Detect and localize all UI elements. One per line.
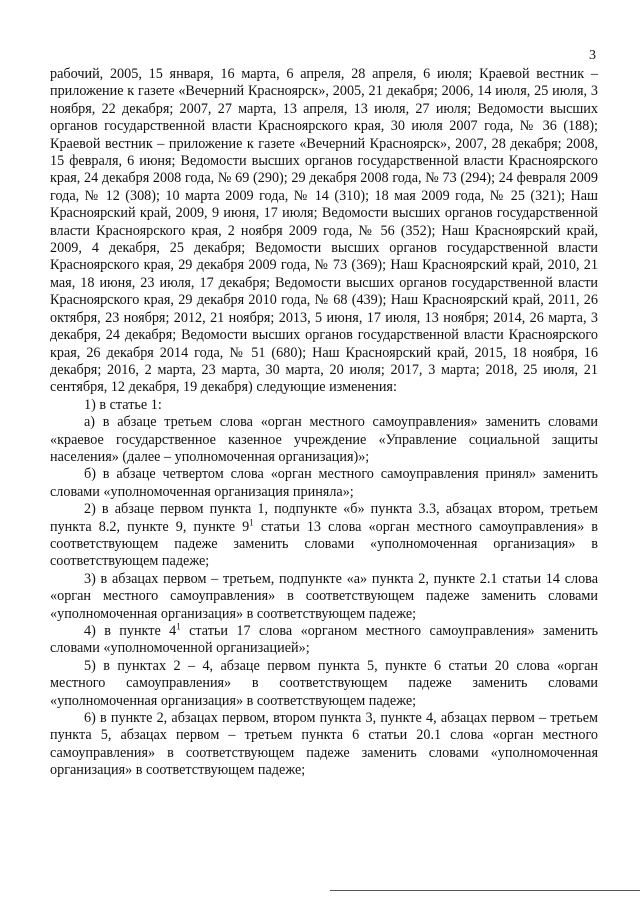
paragraph-item-1: 1) в статье 1: (84, 396, 162, 413)
paragraph-item-5: 5) в пунктах 2 – 4, абзаце первом пункта 5, пункте 6 статьи 20 слова «орган местного самоуправления» в соответствующем падеже заменить словами «уполномоченная организация» в соответствующем падеже; (50, 657, 598, 709)
paragraph-item-4 (50, 623, 598, 658)
paragraph-item-1a: а) в абзаце третьем слова «орган местного самоуправления» заменить словами «краевое государственное казенное учреждение «Управление социальной защиты населения» (далее – уполномоченная организация)»; (50, 414, 598, 465)
bottom-divider (330, 890, 640, 891)
page-number: 3 (589, 48, 596, 63)
paragraph-item-1b: б) в абзаце четвертом слова «орган местного самоуправления принял» заменить словами «уполномоченная организация приняла»; (50, 466, 598, 500)
paragraph-item-2 (50, 501, 598, 571)
paragraph-item-3: 3) в абзацах первом – третьем, подпункте «а» пункта 2, пункте 2.1 статьи 14 слова «орган местного самоуправления» в соответствующем падеже заменить словами «уполномоченная организация» в соответствующем падеже; (50, 570, 598, 622)
item-4-text-before: 4) в пункте 4 (84, 623, 177, 639)
document-body (50, 66, 598, 780)
paragraph-intro: рабочий, 2005, 15 января, 16 марта, 6 апреля, 28 апреля, 6 июля; Краевой вестник – приложение к газете «Вечерний Красноярск», 2005, 21 декабря; 2006, 14 июля, 25 июля, 3 ноября, 22 декабря; 2007, 27 марта, 13 апреля, 13 июля, 27 июля; Ведомости высших органов государственной власти Красноярского края, 30 июля 2007 года, № 36 (188); Краевой вестник – приложение к газете «Вечерний Красноярск», 2007, 28 декабря; 2008, 15 февраля, 6 июня; Ведомости высших органов государственной власти Красноярского края, 24 декабря 2008 года, № 69 (290); 29 декабря 2008 года, № 73 (294); 24 февраля 2009 года, № 12 (308); 10 марта 2009 года, № 14 (310); 18 мая 2009 года, № 25 (321); Наш Красноярский край, 2009, 9 июня, 17 июля; Ведомости высших органов государственной власти Красноярского края, 2 ноября 2009 года, № 56 (352); Наш Красноярский край, 2009, 4 декабря, 25 декабря; Ведомости высших органов государственной власти Красноярского края, 29 декабря 2009 года, № 73 (369); Наш Красноярский край, 2010, 21 мая, 18 июня, 23 июля, 17 декабря; Ведомости высших органов государственной власти Красноярского края, 29 декабря 2010 года, № 68 (439); Наш Красноярский край, 2011, 26 октября, 23 ноября; 2012, 21 ноября; 2013, 5 июня, 17 июля, 13 ноября; 2014, 26 марта, 3 декабря, 24 декабря; Ведомости высших органов государственной власти Красноярского края, 26 декабря 2014 года, № 51 (680); Наш Красноярский край, 2015, 18 ноября, 16 декабря; 2016, 2 марта, 23 марта, 30 марта, 20 июля; 2017, 3 марта; 2018, 25 июля, 21 сентября, 12 декабря, 19 декабря) следующие изменения: (50, 66, 598, 396)
item-2-text-after: статьи 13 слова «орган местного самоуправления» в соответствующем падеже заменить словами «уполномоченная организация» в соответствующем падеже; (50, 518, 598, 570)
item-4-text-after: статьи 17 слова «органом местного самоуправления» заменить словами «уполномоченной организацией»; (50, 623, 599, 657)
item-4-superscript: 1 (176, 621, 181, 632)
item-2-superscript: 1 (249, 516, 254, 527)
paragraph-item-6: 6) в пункте 2, абзацах первом, втором пункта 3, пункте 4, абзацах первом – третьем пункта 5, абзацах первом – третьем пункта 6 статьи 20.1 слова «орган местного самоуправления» в соответствующем падеже заменить словами «уполномоченная организация» в соответствующем падеже; (50, 710, 598, 779)
item-2-text-before: 2) в абзаце первом пункта 1, подпункте «б» пункта 3.3, абзацах втором, третьем пункта 8.2, пункте 9, пункте 9 (50, 501, 598, 535)
